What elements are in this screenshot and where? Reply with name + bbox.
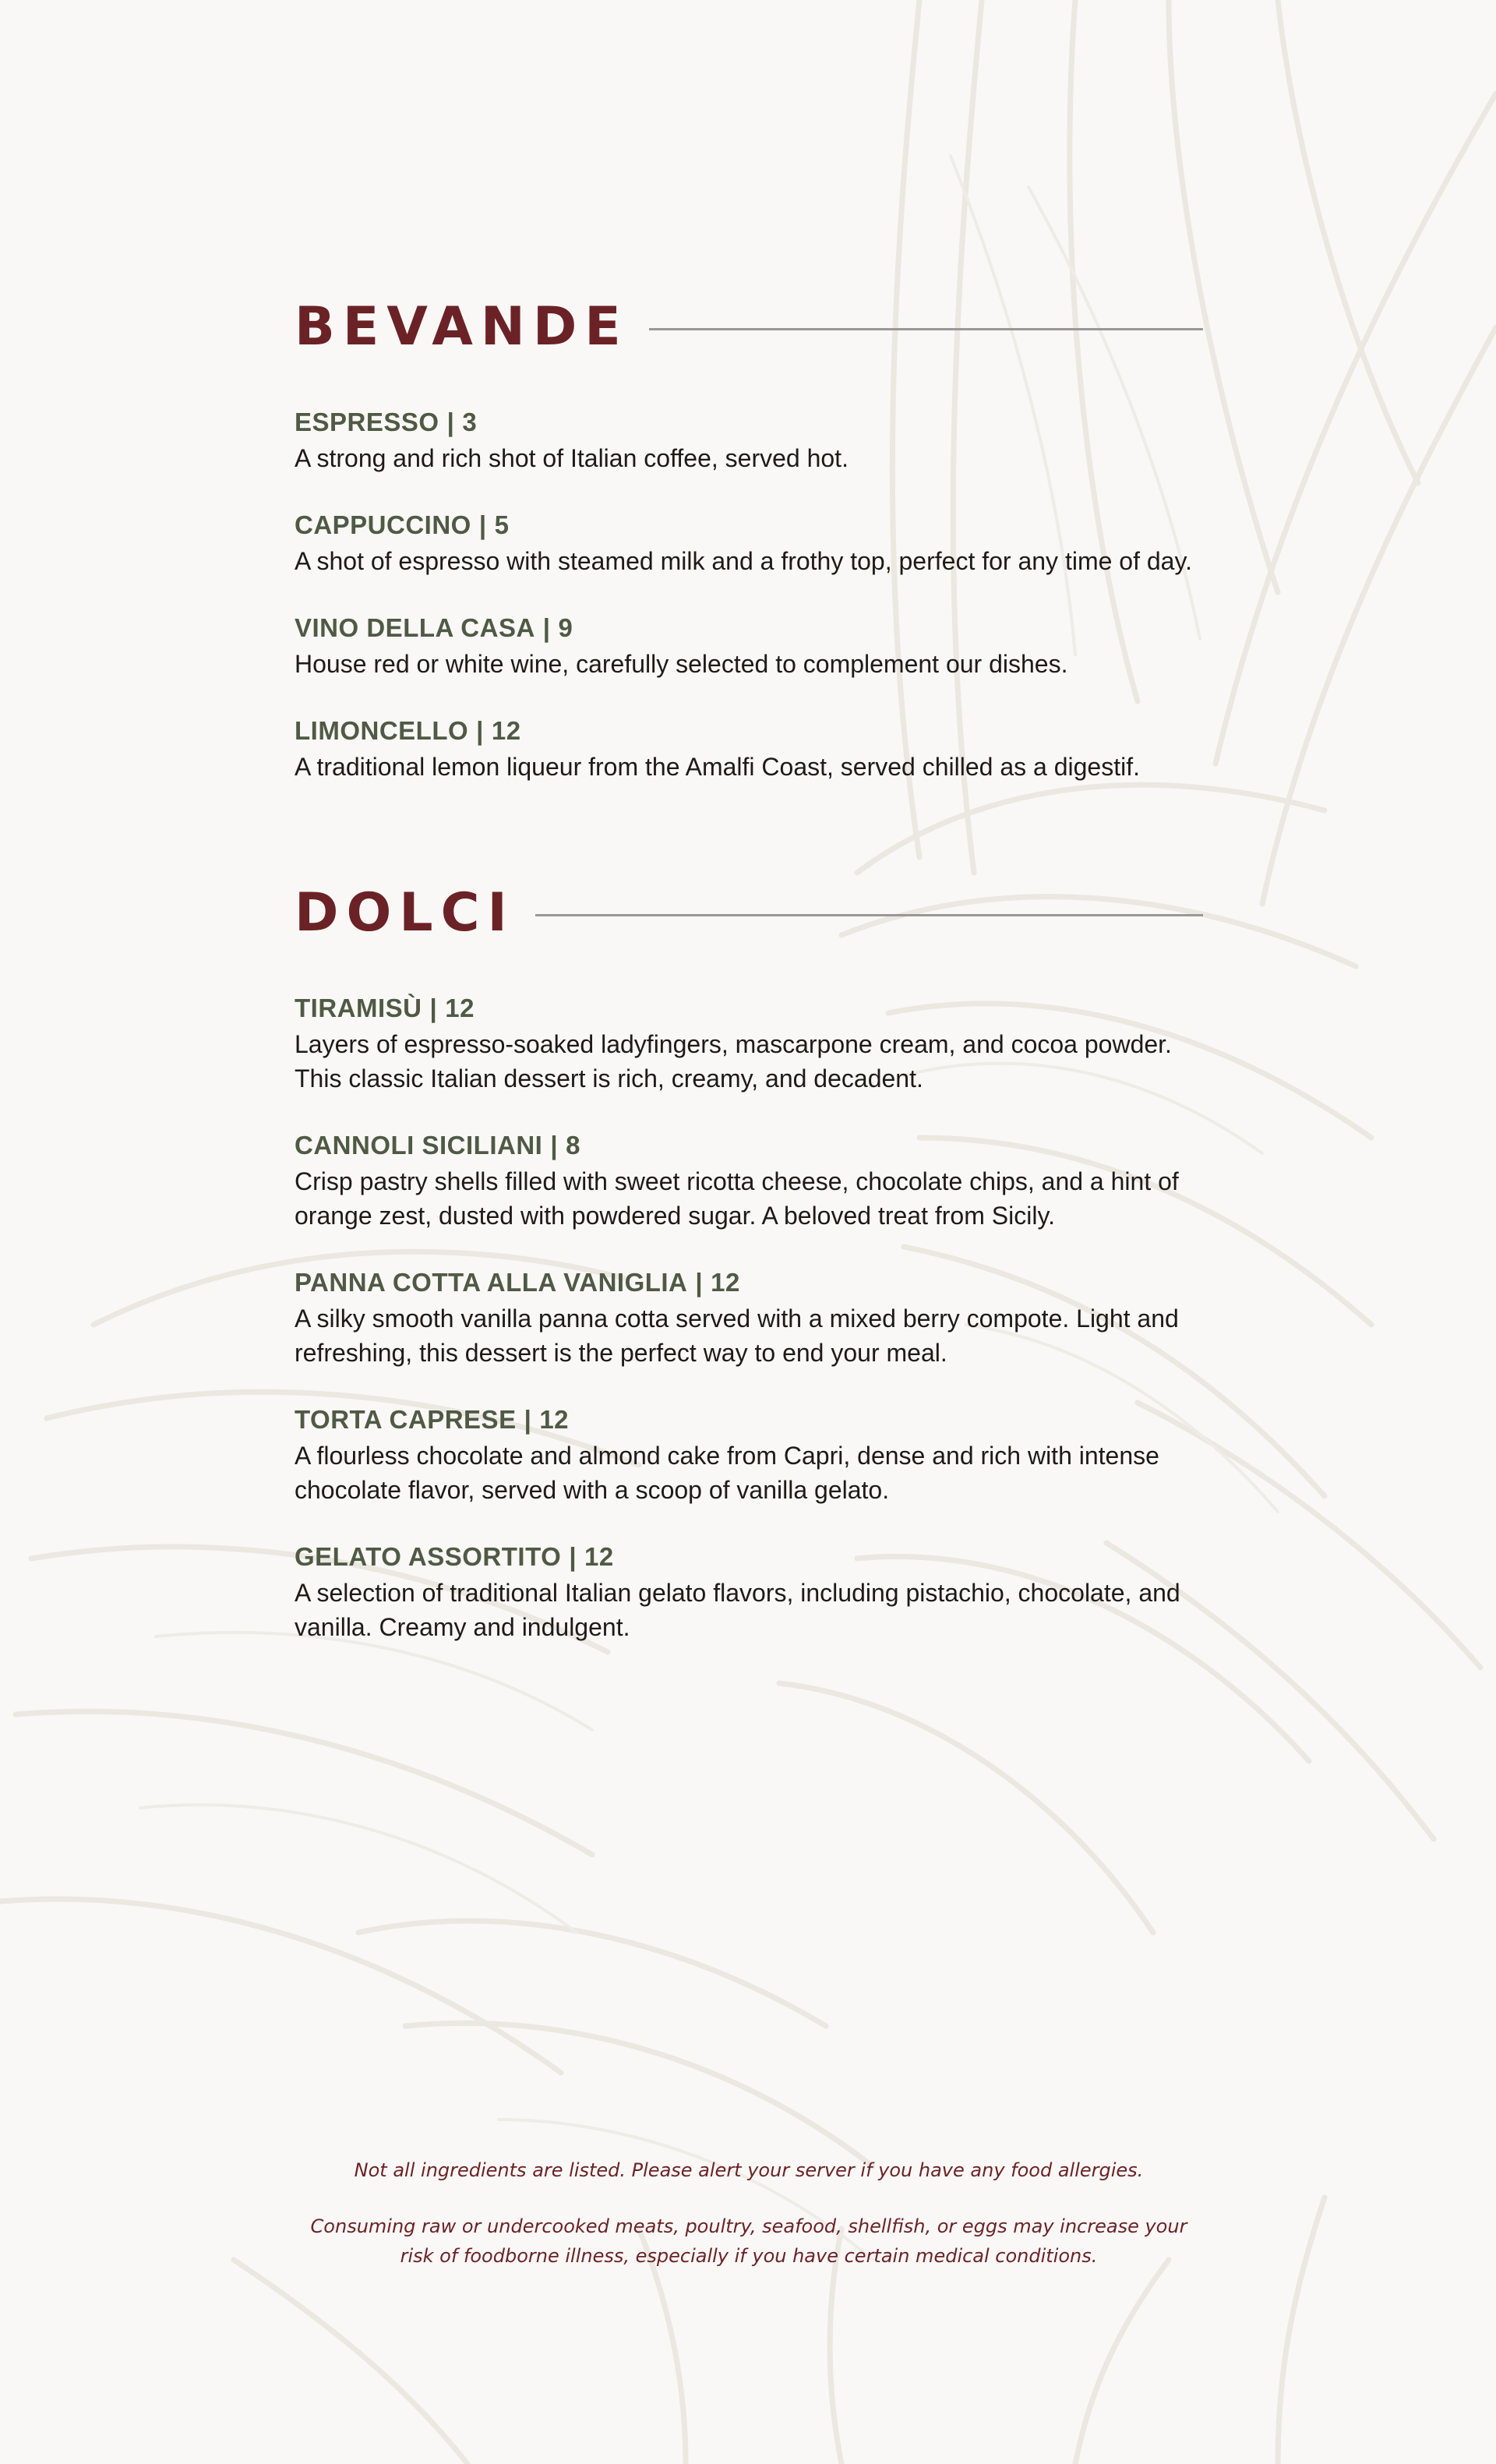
item-price: 12 xyxy=(584,1542,614,1571)
menu-item-panna-cotta xyxy=(295,1266,1203,1370)
item-heading xyxy=(295,611,1203,645)
item-description: Layers of espresso-soaked ladyfingers, mascarpone cream, and cocoa powder. This classic Italian dessert is rich, creamy, and decadent. xyxy=(295,1030,1172,1093)
item-name: CAPPUCCINO xyxy=(295,510,471,539)
price-separator: | xyxy=(550,1131,559,1160)
menu-item-gelato-assortito xyxy=(295,1540,1203,1644)
item-heading xyxy=(295,991,1203,1025)
item-name: TIRAMISÙ xyxy=(295,994,422,1022)
menu-item-cannoli-siciliani xyxy=(295,1128,1203,1233)
menu-item-tiramisu xyxy=(295,991,1203,1096)
item-price: 3 xyxy=(462,408,478,436)
item-price: 12 xyxy=(445,994,475,1022)
price-separator: | xyxy=(429,994,438,1022)
menu xyxy=(295,296,1203,1677)
item-name: VINO DELLA CASA xyxy=(295,613,535,642)
item-description: A traditional lemon liqueur from the Amalfi Coast, served chilled as a digestif. xyxy=(295,753,1140,781)
price-separator: | xyxy=(569,1542,577,1571)
item-heading xyxy=(295,714,1203,748)
price-separator: | xyxy=(476,716,484,745)
price-separator: | xyxy=(542,613,551,642)
price-separator: | xyxy=(446,408,455,436)
item-name: LIMONCELLO xyxy=(295,716,469,745)
item-price: 5 xyxy=(494,510,510,539)
menu-item-limoncello xyxy=(295,714,1203,784)
item-description: A silky smooth vanilla panna cotta served with a mixed berry compote. Light and refreshing, this dessert is the perfect way to end your meal. xyxy=(295,1304,1179,1367)
item-description: A selection of traditional Italian gelato flavors, including pistachio, chocolate, and vanilla. Creamy and indulgent. xyxy=(295,1579,1180,1641)
menu-item-vino-della-casa xyxy=(295,611,1203,681)
item-description: House red or white wine, carefully selected to complement our dishes. xyxy=(295,650,1068,678)
item-heading xyxy=(295,1540,1203,1574)
item-description: Crisp pastry shells filled with sweet ricotta cheese, chocolate chips, and a hint of orange zest, dusted with powdered sugar. A beloved treat from Sicily. xyxy=(295,1167,1179,1230)
section-divider xyxy=(649,328,1203,330)
item-name: CANNOLI SICILIANI xyxy=(295,1131,543,1160)
section-divider xyxy=(535,914,1203,916)
section-header xyxy=(295,296,1203,358)
price-separator: | xyxy=(524,1405,532,1434)
item-heading xyxy=(295,1403,1203,1437)
item-description: A shot of espresso with steamed milk and a frothy top, perfect for any time of day. xyxy=(295,547,1192,575)
item-heading xyxy=(295,508,1203,542)
section-bevande xyxy=(295,296,1203,784)
item-name: TORTA CAPRESE xyxy=(295,1405,517,1434)
item-price: 12 xyxy=(711,1268,740,1297)
consumer-advisory: Consuming raw or undercooked meats, poultry, seafood, shellfish, or eggs may increase your risk of foodborne illness, especially if you have certain medical conditions. xyxy=(310,2215,1187,2267)
allergy-note: Not all ingredients are listed. Please alert your server if you have any food allergies. xyxy=(354,2159,1144,2181)
item-heading xyxy=(295,1266,1203,1300)
item-description: A strong and rich shot of Italian coffee, served hot. xyxy=(295,444,849,472)
section-dolci xyxy=(295,882,1203,1644)
menu-item-cappuccino xyxy=(295,508,1203,578)
item-price: 9 xyxy=(558,613,573,642)
item-name: GELATO ASSORTITO xyxy=(295,1542,562,1571)
menu-item-torta-caprese xyxy=(295,1403,1203,1507)
item-heading xyxy=(295,1128,1203,1163)
item-price: 12 xyxy=(491,716,521,745)
item-price: 8 xyxy=(566,1131,580,1160)
menu-item-espresso xyxy=(295,405,1203,475)
item-heading xyxy=(295,405,1203,439)
item-name: ESPRESSO xyxy=(295,408,439,436)
item-name: PANNA COTTA ALLA VANIGLIA xyxy=(295,1268,688,1297)
menu-footer xyxy=(295,2155,1203,2271)
item-description: A flourless chocolate and almond cake from Capri, dense and rich with intense chocolate flavor, served with a scoop of vanilla gelato. xyxy=(295,1442,1159,1504)
section-title: DOLCI xyxy=(295,882,515,944)
section-title: BEVANDE xyxy=(295,296,629,358)
price-separator: | xyxy=(695,1268,704,1297)
section-header xyxy=(295,882,1203,944)
item-price: 12 xyxy=(539,1405,570,1434)
price-separator: | xyxy=(478,510,487,539)
